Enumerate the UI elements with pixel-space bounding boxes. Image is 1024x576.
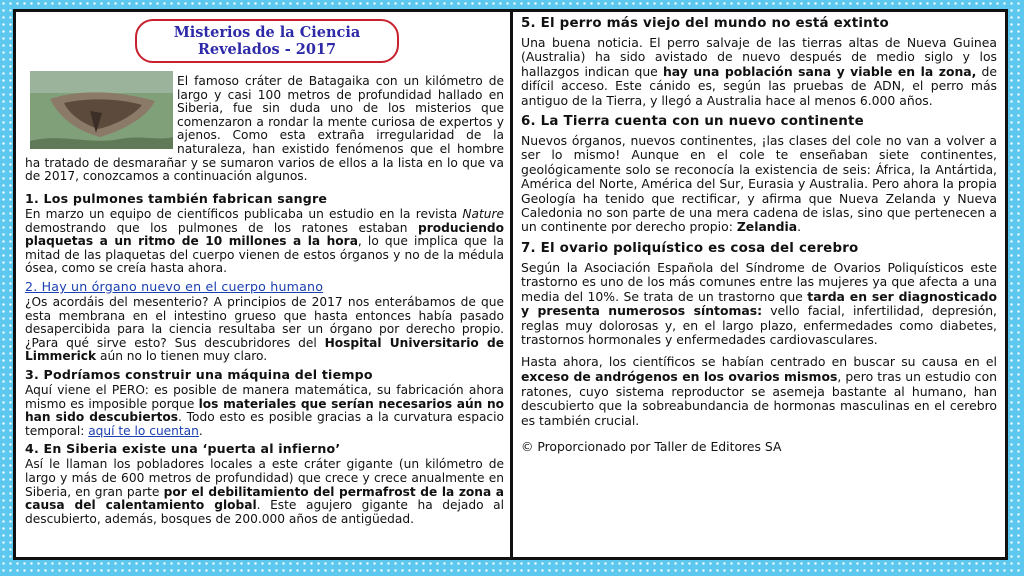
intro-paragraph-wrap [25,75,504,184]
section-2-title-link[interactable]: 2. Hay un órgano nuevo en el cuerpo humano [25,278,324,294]
left-column [16,12,510,526]
intro-paragraph: El famoso cráter de Batagaika con un kilómetro de largo y casi 100 metros de profundidad hallado en Siberia, fue sin duda uno de los misterios que comenzaron a rondar la mente curiosa de expertos y ajenos. Como esta extraña irregularidad de la naturaleza, han existido fenómenos que el hombre ha tratado de desmarañar y se sumaron varios de ellos a la lista en lo que va de 2017, conozcamos a continuación algunos. [25,74,504,184]
section-4-body: Así le llaman los pobladores locales a este cráter gigante (un kilómetro de largo y más de 600 metros de profundidad) que crece y crece anualmente en Siberia, en gran parte por el debilitamiento del permafrost de la zona a causa del calentamiento global. Este agujero gigante ha dejado al descubierto, además, bosques de 200.000 años de antigüedad. [25,457,505,526]
section-5-title: 5. El perro más viejo del mundo no está extinto [521,16,889,31]
section-6-body: Nuevos órganos, nuevos continentes, ¡las clases del cole no van a volver a ser lo mismo! Aunque en el cole te enseñaban siete continentes, geológicamente solo se reconocía la existencia de seis: África, la Antártida, América del Norte, América del Sur, Eurasia y Australia. Pero ahora la propia Geología ha tenido que rectificar, y afirma que Nueva Zelanda y Nueva Caledonia no son parte de una mera cadena de islas, sino que pertenecen a un continente por derecho propio: Zelandia. [521,133,997,235]
time-machine-link[interactable]: aquí te lo cuentan [88,423,199,438]
section-5-body: Una buena noticia. El perro salvaje de las tierras altas de Nueva Guinea (Australia) ha sido avistado de nuevo después de medio siglo y los hallazgos indican que hay una población sana y viable en la zona, de difícil acceso. Este cánido es, según las pruebas de ADN, el perro más antiguo de la Tierra, y llegó a Australia hace al menos 6.000 años. [521,35,997,108]
section-2-body: ¿Os acordáis del mesenterio? A principios de 2017 nos enterábamos de que esta membrana en el intestino grueso que hasta entonces había pasado desapercibida para la ciencia resultaba ser un órgano por derecho propio. ¿Para qué sirve esto? Sus descubridores del Hospital Universitario de Limmerick aún no lo tienen muy claro. [25,294,504,364]
section-7-body-2: Hasta ahora, los científicos se habían centrado en buscar su causa en el exceso de andrógenos en los ovarios mismos, pero tras un estudio con ratones, cuyo sistema reproductor se asemeja bastante al humano, han descubierto que la sobreabundancia de hormonas masculinas en el cerebro es también crucial. [521,354,998,428]
section-1-title: 1. Los pulmones también fabrican sangre [25,191,328,206]
section-7-body: Según la Asociación Española del Síndrome de Ovarios Poliquísticos este trastorno es uno de los más comunes entre las mujeres ya que afecta a una media del 10%. Se trata de un trastorno que tarda en ser diagnosticado y presenta numerosos síntomas: vello facial, infertilidad, depresión, reglas muy dolorosas y, en el largo plazo, enfermedades como diabetes, trastornos hormonales y enfermedades cardiovasculares. [521,259,997,347]
section-4-title: 4. En Siberia existe una ‘puerta al infierno’ [25,441,341,457]
intro-block [25,18,504,188]
section-7-continuation [521,355,997,428]
credit-line: © Proporcionado por Taller de Editores SA [521,439,782,455]
title-line-1: Misterios de la Ciencia [173,24,361,41]
right-column [513,12,1005,455]
section-3-body: Aquí viene el PERO: es posible de manera matemática, su fabricación ahora mismo es imposible porque los materiales que serían necesarios aún no han sido descubiertos. Todo esto es posible gracias a la curvatura espacio temporal: aquí te lo cuentan. [25,382,505,438]
section-7-title: 7. El ovario poliquístico es cosa del cerebro [521,240,859,256]
article-title [135,19,399,63]
section-6-title: 6. La Tierra cuenta con un nuevo continente [521,114,864,130]
article-sheet [13,9,1008,560]
title-line-2: Revelados - 2017 [197,41,337,58]
section-1-body: En marzo un equipo de científicos publicaba un estudio en la revista Nature demostrando que los pulmones de los ratones estaban produciendo plaquetas a un ritmo de 10 millones a la hora, lo que implica que la mitad de las plaquetas del cuerpo vienen de estos órganos y no de la médula ósea, como se creía hasta ahora. [25,207,504,276]
section-3-title: 3. Podríamos construir una máquina del tiempo [25,366,373,382]
